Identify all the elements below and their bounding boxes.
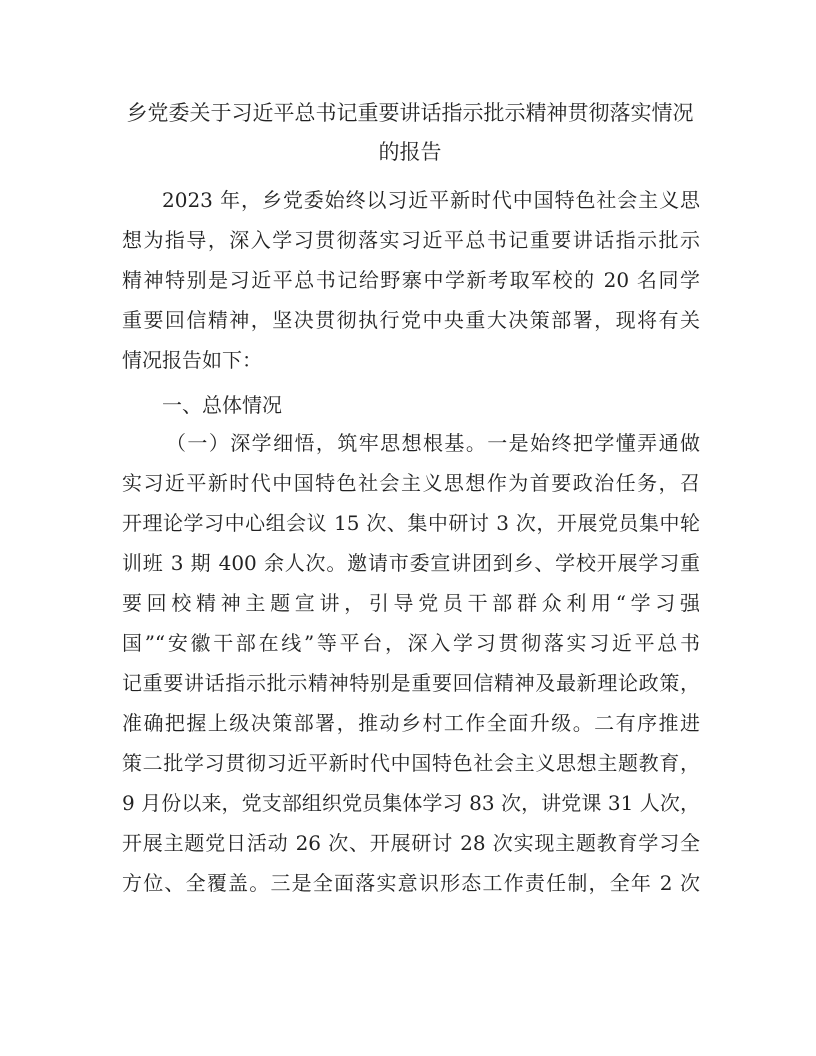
paragraph-line: 想为指导，深入学习贯彻落实习近平总书记重要讲话指示批示 <box>122 228 700 252</box>
paragraph-line: 情况报告如下： <box>122 348 262 372</box>
paragraph-line: 2023 年，乡党委始终以习近平新时代中国特色社会主义思 <box>162 188 700 212</box>
paragraph-line: 要回校精神主题宣讲，引导党员干部群众利用“学习强 <box>122 591 700 615</box>
section-heading: 一、总体情况 <box>162 393 282 417</box>
intro-paragraph <box>122 180 700 380</box>
paragraph-line: 实习近平新时代中国特色社会主义思想作为首要政治任务，召 <box>122 471 700 495</box>
paragraph-line: 准确把握上级决策部署，推动乡村工作全面升级。二有序推进 <box>122 711 700 735</box>
paragraph-line: 训班 3 期 400 余人次。邀请市委宣讲团到乡、学校开展学习重 <box>122 551 700 575</box>
document-title-line-1: 乡党委关于习近平总书记重要讲话指示批示精神贯彻落实情况 <box>126 101 694 125</box>
paragraph-line: 开展主题党日活动 26 次、开展研讨 28 次实现主题教育学习全 <box>122 831 700 855</box>
paragraph-line: 记重要讲话指示批示精神特别是重要回信精神及最新理论政策， <box>122 671 700 695</box>
paragraph-line: 策二批学习贯彻习近平新时代中国特色社会主义思想主题教育， <box>122 751 700 775</box>
section1-paragraph <box>122 423 700 903</box>
paragraph-line: （一）深学细悟，筑牢思想根基。一是始终把学懂弄通做 <box>166 431 700 455</box>
paragraph-line: 精神特别是习近平总书记给野寨中学新考取军校的 20 名同学 <box>122 268 700 292</box>
paragraph-line: 国”“安徽干部在线”等平台，深入学习贯彻落实习近平总书 <box>122 631 700 655</box>
paragraph-line: 方位、全覆盖。三是全面落实意识形态工作责任制，全年 2 次 <box>122 871 700 895</box>
paragraph-line: 开理论学习中心组会议 15 次、集中研讨 3 次，开展党员集中轮 <box>122 511 700 535</box>
document-title-line-2: 的报告 <box>378 140 442 164</box>
paragraph-line: 重要回信精神，坚决贯彻执行党中央重大决策部署，现将有关 <box>122 308 700 332</box>
paragraph-line: 9 月份以来，党支部组织党员集体学习 83 次，讲党课 31 人次， <box>122 791 700 815</box>
